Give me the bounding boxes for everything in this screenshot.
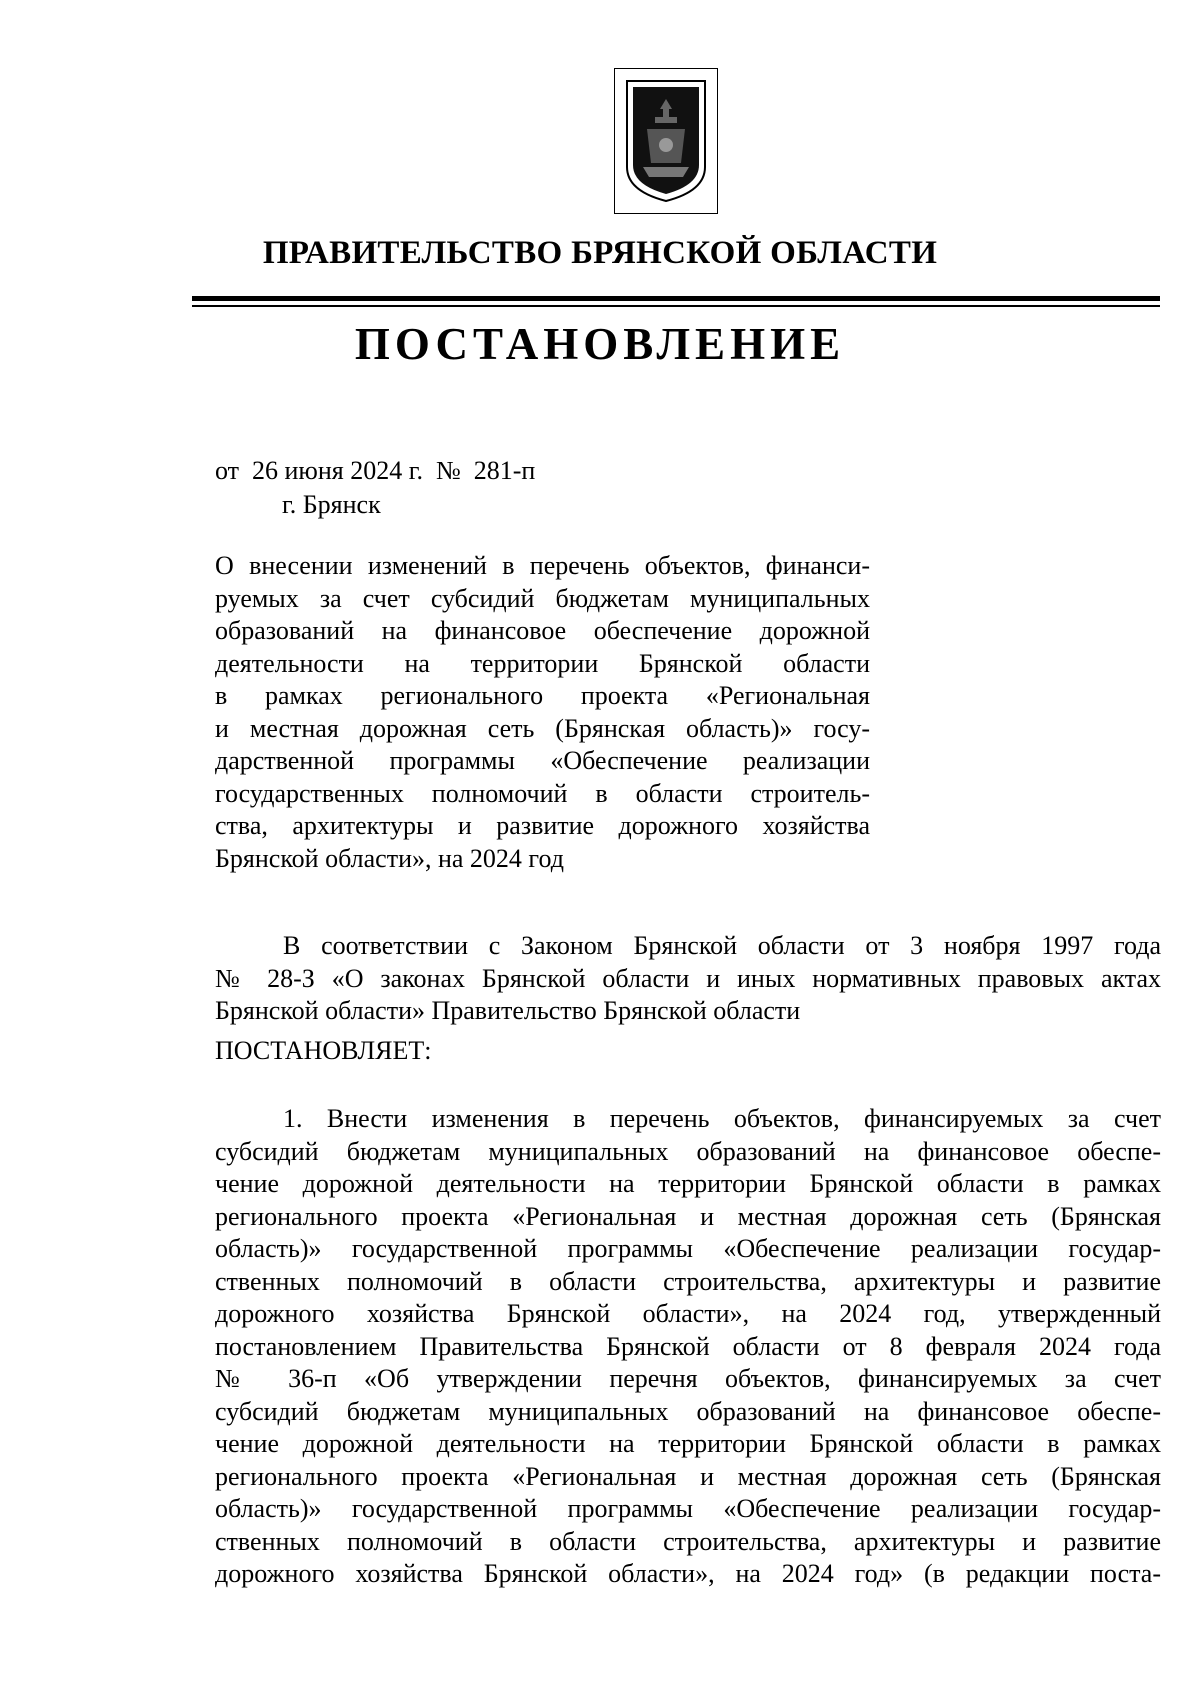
item-line: субсидий бюджетам муниципальных образований на финансовое обеспе-	[215, 1396, 1161, 1426]
item-1-paragraph	[215, 1103, 1161, 1591]
item-line: ственных полномочий в области строительства, архитектуры и развитие	[215, 1266, 1161, 1296]
item-line: субсидий бюджетам муниципальных образований на финансовое обеспе-	[215, 1136, 1161, 1166]
subject-heading	[215, 550, 870, 875]
subject-line: деятельности на территории Брянской области	[215, 648, 870, 678]
item-line: ственных полномочий в области строительства, архитектуры и развитие	[215, 1526, 1161, 1556]
item-line: чение дорожной деятельности на территории Брянской области в рамках	[215, 1429, 1161, 1458]
coat-of-arms-emblem	[614, 68, 718, 214]
subject-line: государственных полномочий в области строитель-	[215, 778, 870, 808]
city: г. Брянск	[282, 490, 381, 519]
subject-line: в рамках регионального проекта «Региональная	[215, 681, 870, 710]
document-type-title: ПОСТАНОВЛЕНИЕ	[354, 319, 846, 369]
subject-line: руемых за счет субсидий бюджетам муниципальных	[215, 583, 870, 613]
subject-line: образований на финансовое обеспечение дорожной	[215, 616, 870, 645]
header-rule-thin	[192, 305, 1160, 307]
header-rule-thick	[192, 296, 1160, 301]
item-line: область)» государственной программы «Обеспечение реализации государ-	[215, 1234, 1161, 1263]
subject-line: и местная дорожная сеть (Брянская область)» госу-	[215, 713, 870, 743]
item-line: постановлением Правительства Брянской области от 8 февраля 2024 года	[215, 1331, 1161, 1361]
government-title: ПРАВИТЕЛЬСТВО БРЯНСКОЙ ОБЛАСТИ	[262, 235, 938, 271]
subject-line: дарственной программы «Обеспечение реализации	[215, 746, 870, 775]
subject-line: Брянской области», на 2024 год	[215, 843, 564, 873]
subject-line: О внесении изменений в перечень объектов, финанси-	[215, 551, 870, 580]
item-line: дорожного хозяйства Брянской области», на 2024 год» (в редакции поста-	[215, 1559, 1161, 1588]
item-line: регионального проекта «Региональная и местная дорожная сеть (Брянская	[215, 1201, 1161, 1231]
item-line: дорожного хозяйства Брянской области», на 2024 год, утвержденный	[215, 1299, 1161, 1328]
command-word: ПОСТАНОВЛЯЕТ:	[215, 1036, 432, 1065]
preamble-paragraph	[215, 930, 1161, 1028]
item-line: область)» государственной программы «Обеспечение реализации государ-	[215, 1494, 1161, 1523]
shield-icon	[625, 79, 707, 203]
item-line: регионального проекта «Региональная и местная дорожная сеть (Брянская	[215, 1461, 1161, 1491]
preamble-line: № 28-З «О законах Брянской области и иных нормативных правовых актах	[215, 963, 1161, 993]
preamble-line: В соответствии с Законом Брянской области от 3 ноября 1997 года	[283, 931, 1161, 960]
item-line: 1. Внести изменения в перечень объектов, финансируемых за счет	[283, 1104, 1161, 1133]
item-line: чение дорожной деятельности на территории Брянской области в рамках	[215, 1169, 1161, 1198]
item-line: № 36-п «Об утверждении перечня объектов, финансируемых за счет	[215, 1364, 1161, 1393]
subject-line: ства, архитектуры и развитие дорожного хозяйства	[215, 811, 870, 840]
date-and-number: от 26 июня 2024 г. № 281-п	[215, 456, 536, 485]
preamble-line: Брянской области» Правительство Брянской области	[215, 996, 801, 1025]
